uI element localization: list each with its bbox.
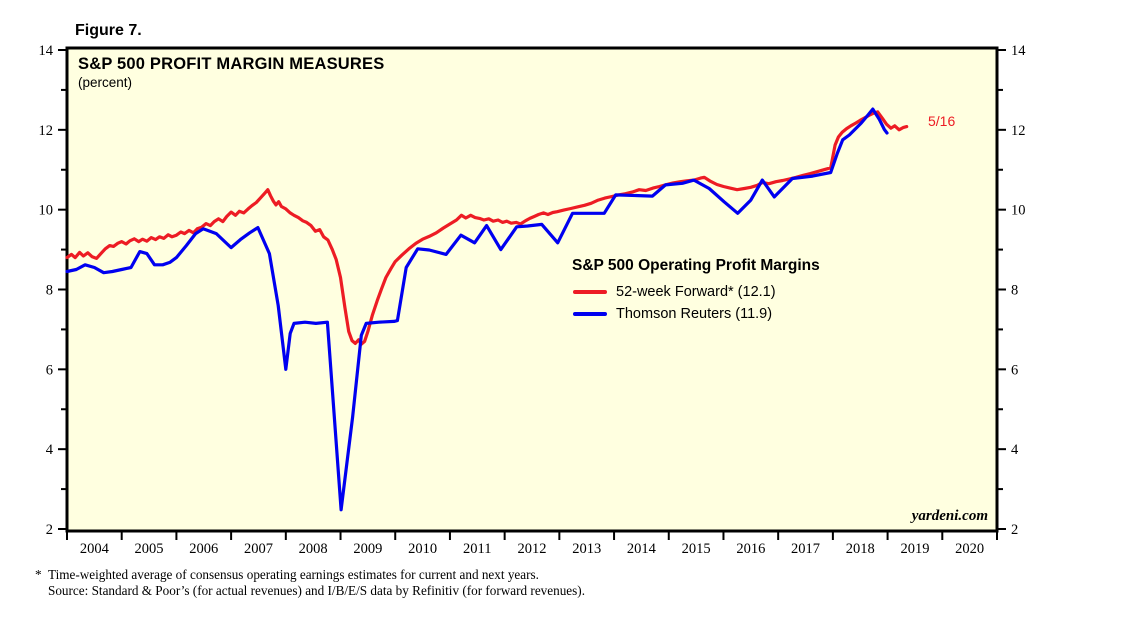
legend-item-forward	[572, 281, 820, 303]
x-axis-label: 2007	[243, 541, 273, 557]
x-axis-label: 2012	[517, 541, 547, 557]
x-axis-label: 2015	[681, 541, 711, 557]
footnote-marker: *	[35, 567, 42, 582]
watermark: yardeni.com	[911, 508, 988, 524]
y-axis-label-left: 2	[45, 522, 53, 538]
y-axis-label-right: 14	[1011, 43, 1026, 59]
latest-value-annotation: 5/16	[928, 113, 956, 129]
footnote-line-2: Source: Standard & Poor’s (for actual revenues) and I/B/E/S data by Refinitiv (for forward revenues).	[48, 583, 585, 598]
y-axis-label-left: 10	[38, 202, 53, 219]
figure-label: Figure 7.	[75, 22, 142, 39]
forward-line-swatch	[573, 290, 607, 294]
chart-subtitle: (percent)	[78, 75, 133, 90]
y-axis-label-right: 4	[1011, 442, 1019, 459]
y-axis-label-left: 14	[38, 43, 53, 59]
y-axis-label-right: 6	[1011, 362, 1019, 379]
legend-label-thomson: Thomson Reuters (11.9)	[616, 306, 773, 322]
legend-title: S&P 500 Operating Profit Margins	[572, 257, 820, 274]
y-axis-label-right: 12	[1011, 122, 1026, 139]
footnotes	[35, 567, 585, 599]
legend-label-forward: 52-week Forward* (12.1)	[616, 284, 776, 300]
x-axis-label: 2010	[408, 541, 438, 557]
thomson-line-swatch	[573, 312, 607, 316]
x-axis-label: 2018	[845, 541, 875, 557]
chart-title: S&P 500 PROFIT MARGIN MEASURES	[78, 55, 385, 73]
legend-item-thomson	[572, 303, 820, 325]
x-axis-label: 2020	[955, 541, 985, 557]
x-axis-label: 2014	[626, 541, 656, 557]
x-axis-label: 2013	[572, 541, 602, 557]
x-axis-label: 2017	[791, 541, 821, 557]
y-axis-label-left: 4	[45, 442, 53, 459]
x-axis-label: 2016	[736, 541, 766, 557]
legend	[572, 257, 820, 325]
y-axis-label-left: 12	[38, 122, 53, 139]
x-axis-label: 2004	[79, 541, 109, 557]
x-axis-label: 2006	[189, 541, 219, 557]
y-axis-label-left: 6	[45, 362, 53, 379]
x-axis-label: 2019	[900, 541, 930, 557]
x-axis-label: 2011	[463, 541, 492, 557]
x-axis-label: 2009	[353, 541, 383, 557]
x-axis-label: 2008	[298, 541, 328, 557]
y-axis-label-right: 10	[1011, 202, 1026, 219]
y-axis-label-right: 8	[1011, 282, 1019, 299]
y-axis-label-left: 8	[45, 282, 53, 299]
footnote-line-1: Time-weighted average of consensus operating earnings estimates for current and next years.	[48, 567, 539, 582]
y-axis-label-right: 2	[1011, 522, 1019, 538]
x-axis-label: 2005	[134, 541, 164, 557]
